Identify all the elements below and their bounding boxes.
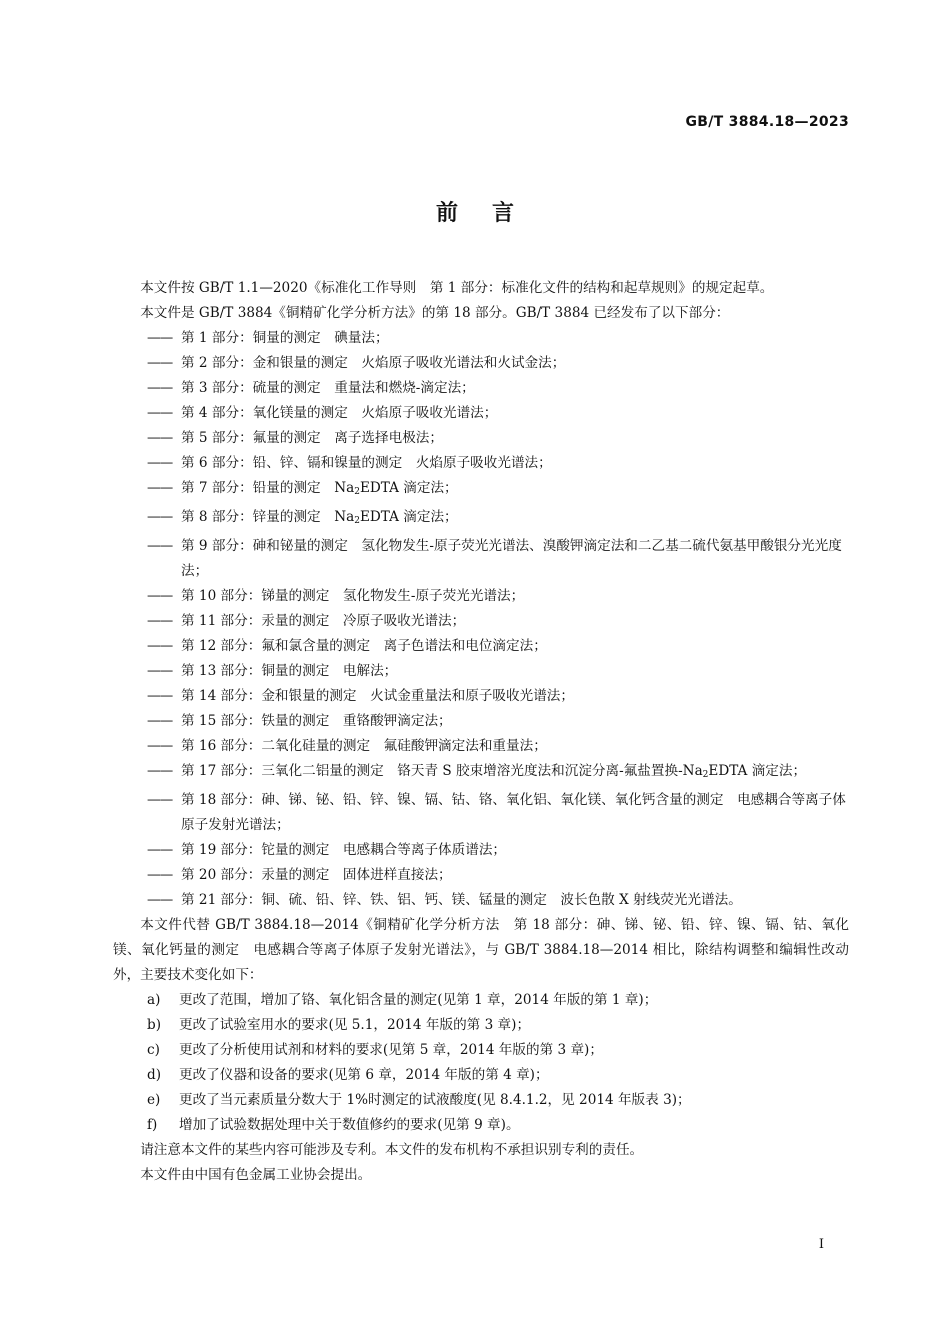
list-item xyxy=(113,534,849,584)
list-dash: —— xyxy=(147,892,173,908)
list-item-text: 第 19 部分：铊量的测定 电感耦合等离子体质谱法； xyxy=(181,842,507,858)
list-item xyxy=(113,476,849,505)
list-item-text-tail: EDTA 滴定法； xyxy=(359,480,458,496)
list-dash: —— xyxy=(147,509,173,525)
change-item-label: a) xyxy=(147,992,161,1008)
list-dash: —— xyxy=(147,538,173,554)
page-number: I xyxy=(818,1237,824,1252)
list-item xyxy=(113,788,849,838)
list-item-text: 第 9 部分：砷和铋量的测定 氢化物发生-原子荧光光谱法、溴酸钾滴定法和二乙基二硫代氨基甲酸银分光光度法； xyxy=(181,538,842,579)
list-dash: —— xyxy=(147,792,173,808)
change-item-text: 更改了仪器和设备的要求(见第 6 章，2014 年版的第 4 章)； xyxy=(179,1067,549,1083)
parts-list xyxy=(113,326,849,913)
list-dash: —— xyxy=(147,867,173,883)
change-item-label: c) xyxy=(147,1042,160,1058)
list-item-text-tail: EDTA 滴定法； xyxy=(359,509,458,525)
changes-list xyxy=(113,988,849,1138)
list-dash: —— xyxy=(147,663,173,679)
change-item-text: 更改了分析使用试剂和材料的要求(见第 5 章，2014 年版的第 3 章)； xyxy=(179,1042,603,1058)
list-item xyxy=(113,584,849,609)
list-item-text: 第 21 部分：铜、硫、铅、锌、铁、铝、钙、镁、锰量的测定 波长色散 X 射线荧光光谱法。 xyxy=(181,892,742,908)
list-dash: —— xyxy=(147,330,173,346)
list-item-text: 第 17 部分：三氧化二铝量的测定 铬天青 S 胶束增溶光度法和沉淀分离-氟盐置换-Na xyxy=(181,763,703,779)
list-item xyxy=(113,426,849,451)
change-item-label: b) xyxy=(147,1017,162,1033)
change-item xyxy=(113,1113,849,1138)
list-dash: —— xyxy=(147,455,173,471)
list-item-text: 第 14 部分：金和银量的测定 火试金重量法和原子吸收光谱法； xyxy=(181,688,574,704)
list-item-text: 第 13 部分：铜量的测定 电解法； xyxy=(181,663,398,679)
change-item-label: f) xyxy=(147,1117,158,1133)
list-item xyxy=(113,759,849,788)
list-item xyxy=(113,684,849,709)
change-item xyxy=(113,1038,849,1063)
change-item xyxy=(113,1013,849,1038)
change-item-label: e) xyxy=(147,1092,161,1108)
list-item xyxy=(113,505,849,534)
list-item-text: 第 1 部分：铜量的测定 碘量法； xyxy=(181,330,389,346)
paragraph-proposer: 本文件由中国有色金属工业协会提出。 xyxy=(140,1167,372,1183)
list-dash: —— xyxy=(147,405,173,421)
paragraph-drafting-rule: 本文件按 GB/T 1.1—2020《标准化工作导则 第 1 部分：标准化文件的结构和起草规则》的规定起草。 xyxy=(140,280,774,296)
list-item-text: 第 16 部分：二氧化硅量的测定 氟硅酸钾滴定法和重量法； xyxy=(181,738,547,754)
list-dash: —— xyxy=(147,430,173,446)
list-dash: —— xyxy=(147,480,173,496)
list-item xyxy=(113,401,849,426)
paragraph-series-intro: 本文件是 GB/T 3884《铜精矿化学分析方法》的第 18 部分。GB/T 3884 已经发布了以下部分： xyxy=(140,305,730,321)
list-item xyxy=(113,838,849,863)
list-item xyxy=(113,634,849,659)
page-title: 前言 xyxy=(435,201,548,226)
list-dash: —— xyxy=(147,738,173,754)
list-item-text: 第 7 部分：铅量的测定 Na xyxy=(181,480,355,496)
foreword-body xyxy=(113,276,849,1188)
list-item-text: 第 11 部分：汞量的测定 冷原子吸收光谱法； xyxy=(181,613,466,629)
change-item xyxy=(113,1088,849,1113)
list-item-text: 第 4 部分：氧化镁量的测定 火焰原子吸收光谱法； xyxy=(181,405,498,421)
list-item xyxy=(113,734,849,759)
list-dash: —— xyxy=(147,355,173,371)
list-item xyxy=(113,659,849,684)
list-item xyxy=(113,376,849,401)
change-item xyxy=(113,988,849,1013)
list-item xyxy=(113,351,849,376)
list-item-text: 第 8 部分：锌量的测定 Na xyxy=(181,509,355,525)
list-item-text: 第 12 部分：氟和氯含量的测定 离子色谱法和电位滴定法； xyxy=(181,638,547,654)
list-item-text: 第 6 部分：铅、锌、镉和镍量的测定 火焰原子吸收光谱法； xyxy=(181,455,552,471)
change-item-text: 更改了试验室用水的要求(见 5.1，2014 年版的第 3 章)； xyxy=(179,1017,531,1033)
change-item-label: d) xyxy=(147,1067,162,1083)
list-item xyxy=(113,326,849,351)
paragraph-replacement: 本文件代替 GB/T 3884.18—2014《铜精矿化学分析方法 第 18 部分：砷、锑、铋、铅、锌、镍、镉、钴、氧化镁、氧化钙量的测定 电感耦合等离子体原子发射光谱法》，与 GB/T 3884.18—2014 相比，除结构调整和编辑性改动外，主要技术变化如下： xyxy=(113,917,849,983)
list-item-text: 第 2 部分：金和银量的测定 火焰原子吸收光谱法和火试金法； xyxy=(181,355,566,371)
subscript: 2 xyxy=(702,770,709,780)
list-item-text: 第 15 部分：铁量的测定 重铬酸钾滴定法； xyxy=(181,713,452,729)
change-item-text: 更改了当元素质量分数大于 1%时测定的试液酸度(见 8.4.1.2，见 2014 年版表 3)； xyxy=(179,1092,691,1108)
standard-number: GB/T 3884.18—2023 xyxy=(685,114,849,130)
list-item-text-tail: EDTA 滴定法； xyxy=(708,763,807,779)
list-item xyxy=(113,888,849,913)
list-dash: —— xyxy=(147,763,173,779)
list-item xyxy=(113,863,849,888)
subscript: 2 xyxy=(354,516,360,526)
list-item-text: 第 3 部分：硫量的测定 重量法和燃烧-滴定法； xyxy=(181,380,475,396)
list-dash: —— xyxy=(147,638,173,654)
list-item-text: 第 20 部分：汞量的测定 固体进样直接法； xyxy=(181,867,452,883)
list-item-text: 第 18 部分：砷、锑、铋、铅、锌、镍、镉、钴、铬、氧化铝、氧化镁、氧化钙含量的测定 电感耦合等离子体原子发射光谱法； xyxy=(181,792,846,833)
subscript: 2 xyxy=(354,487,360,497)
list-item xyxy=(113,451,849,476)
list-dash: —— xyxy=(147,380,173,396)
list-dash: —— xyxy=(147,588,173,604)
change-item xyxy=(113,1063,849,1088)
list-dash: —— xyxy=(147,713,173,729)
list-dash: —— xyxy=(147,688,173,704)
list-item-text: 第 5 部分：氟量的测定 离子选择电极法； xyxy=(181,430,443,446)
change-item-text: 增加了试验数据处理中关于数值修约的要求(见第 9 章)。 xyxy=(179,1117,520,1133)
list-item-text: 第 10 部分：锑量的测定 氢化物发生-原子荧光光谱法； xyxy=(181,588,525,604)
list-item xyxy=(113,709,849,734)
list-dash: —— xyxy=(147,842,173,858)
list-dash: —— xyxy=(147,613,173,629)
change-item-text: 更改了范围，增加了铬、氧化铝含量的测定(见第 1 章，2014 年版的第 1 章)； xyxy=(179,992,658,1008)
list-item xyxy=(113,609,849,634)
paragraph-patent-notice: 请注意本文件的某些内容可能涉及专利。本文件的发布机构不承担识别专利的责任。 xyxy=(140,1142,644,1158)
